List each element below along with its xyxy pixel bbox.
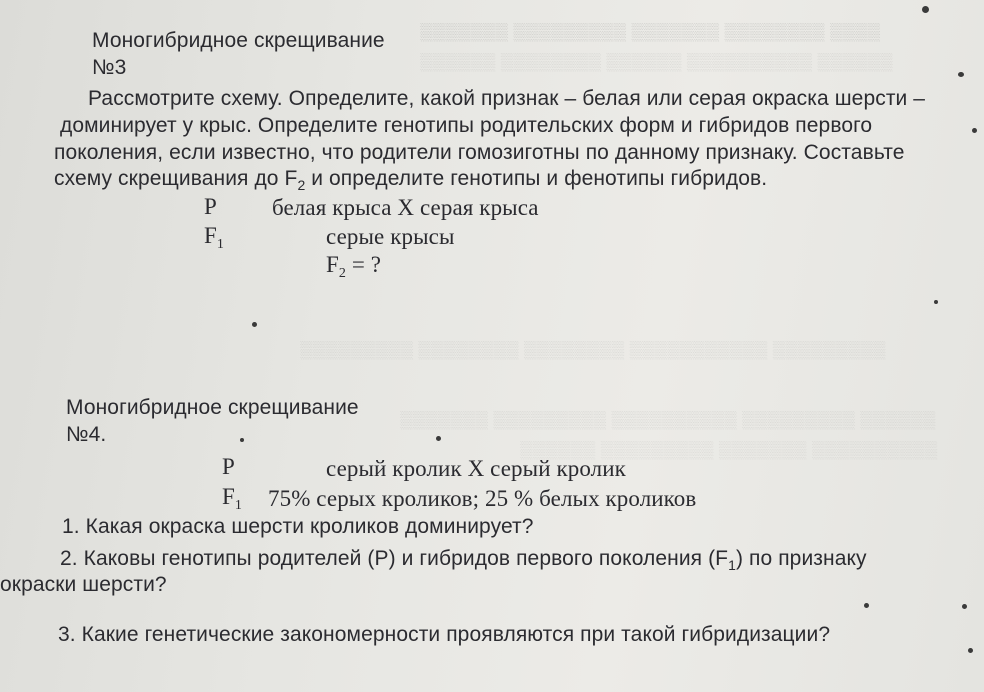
ink-speck	[864, 603, 869, 608]
task3-f1-label	[204, 223, 224, 258]
task3-p-label: P	[204, 194, 217, 219]
ink-speck	[252, 322, 257, 327]
show-through-texture: ​▒▒▒▒ ▒▒▒▒▒▒▒▒ ▒▒▒▒▒▒▒ ▒▒▒▒▒▒▒▒▒ ▒▒▒▒▒▒▒	[420, 22, 880, 41]
task3-text-line-4	[54, 166, 767, 198]
task4-question-2	[60, 546, 867, 578]
show-through-texture: ▒▒▒▒▒▒ ▒▒▒▒▒▒▒▒▒ ▒▒▒▒▒▒▒▒▒▒ ▒▒▒▒▒▒▒▒▒ ▒▒▒▒▒▒▒	[400, 410, 936, 429]
task3-title: Моногибридное скрещивание	[92, 29, 385, 52]
ink-speck	[972, 128, 977, 133]
task4-question-3: 3. Какие генетические закономерности проявляются при такой гибридизации?	[58, 623, 831, 646]
task3-f2	[326, 252, 381, 287]
task4-question-2-subscript: 1	[728, 557, 736, 573]
ink-speck	[962, 604, 967, 609]
task4-question-2-after: ) по признаку	[736, 547, 867, 570]
show-through-texture: ▒▒▒▒▒▒▒▒▒▒ ▒▒▒▒▒▒▒ ▒▒▒▒▒▒▒▒▒ ▒▒▒▒▒▒	[520, 440, 938, 459]
task4-question-2-continuation: окраски шерсти?	[0, 573, 167, 596]
ink-speck	[934, 300, 938, 304]
task4-question-1: 1. Какая окраска шерсти кроликов доминирует?	[62, 515, 534, 538]
ink-speck	[922, 6, 929, 13]
task4-f1-text: 75% серых кроликов; 25 % белых кроликов	[268, 486, 697, 511]
task4-title: Моногибридное скрещивание	[66, 396, 359, 419]
task3-f2-subscript: 2	[338, 266, 347, 281]
ink-speck	[958, 72, 964, 77]
task4-p-cross: серый кролик X серый кролик	[326, 456, 626, 481]
task3-text-line-2: доминирует у крыс. Определите генотипы родительских форм и гибридов первого	[60, 114, 873, 137]
task3-f1-letter: F	[204, 223, 217, 248]
task3-text-line-4-subscript: 2	[297, 177, 306, 193]
task3-number: №3	[92, 56, 127, 79]
ink-speck	[240, 438, 244, 442]
task4-question-2-before: 2. Каковы генотипы родителей (P) и гибридов первого поколения (F	[60, 547, 729, 570]
task3-f2-letter: F	[326, 252, 339, 277]
task4-number: №4.	[66, 423, 107, 446]
ink-speck	[968, 648, 973, 653]
task3-f1-text: серые крысы	[326, 224, 455, 249]
task3-text-line-1: Рассмотрите схему. Определите, какой признак – белая или серая окраска шерсти –	[88, 87, 926, 110]
task3-p-cross: белая крыса X серая крыса	[272, 195, 539, 220]
task3-text-line-4-before: схему скрещивания до F	[54, 167, 298, 190]
task4-f1-letter: F	[222, 484, 235, 509]
task4-f1-subscript: 1	[234, 498, 243, 513]
show-through-texture: ▒▒▒▒▒▒ ▒▒▒▒▒▒▒▒▒▒ ▒▒▒▒▒▒ ▒▒▒▒▒▒▒▒ ▒▒▒▒▒▒	[420, 52, 893, 71]
task3-text-line-4-after: и определите генотипы и фенотипы гибридов.	[305, 167, 768, 190]
task3-f2-text: = ?	[346, 252, 382, 277]
ink-speck	[436, 436, 441, 441]
show-through-texture: ▒▒▒▒▒▒▒▒▒ ▒▒▒▒▒▒▒▒▒▒▒ ▒▒▒▒▒▒▒▒ ▒▒▒▒▒▒▒▒ ▒▒▒▒▒▒▒▒▒	[300, 340, 886, 359]
task4-p-label: P	[222, 454, 235, 479]
task3-text-line-3: поколения, если известно, что родители гомозиготны по данному признаку. Составьте	[54, 141, 905, 164]
task3-f1-subscript: 1	[216, 237, 225, 252]
